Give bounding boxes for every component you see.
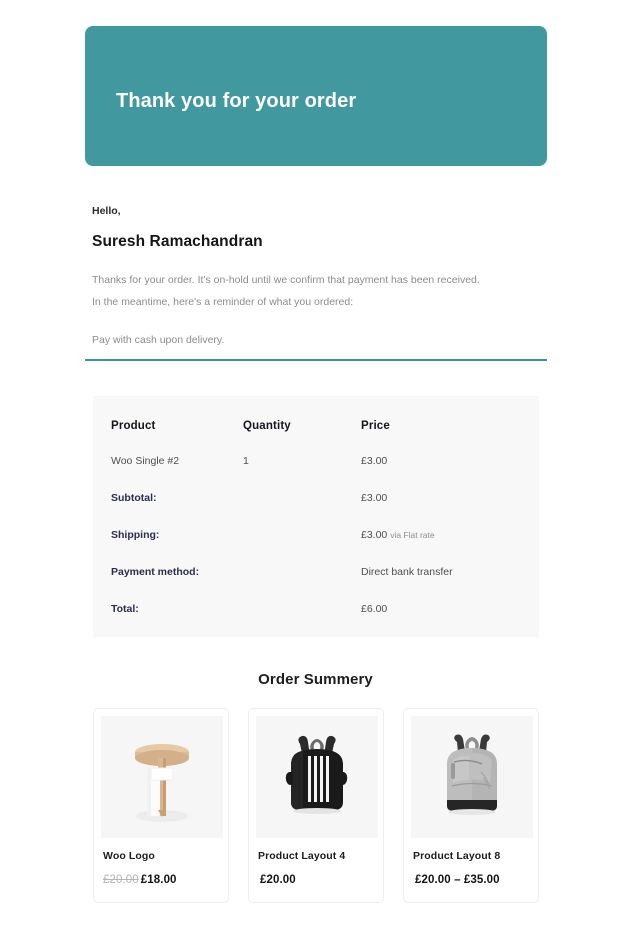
greeting-text: Hello, xyxy=(92,205,121,217)
shipping-spacer xyxy=(243,516,361,553)
customer-name: Suresh Ramachandran xyxy=(92,232,263,250)
table-row xyxy=(93,590,539,627)
order-details-panel xyxy=(93,396,539,637)
order-table xyxy=(93,410,539,627)
product-price xyxy=(103,873,219,888)
shipping-method-note: via Flat rate xyxy=(390,529,435,540)
intro-section xyxy=(92,204,547,350)
shipping-value: £3.00 xyxy=(361,528,388,541)
product-card[interactable] xyxy=(403,708,539,903)
table-row xyxy=(93,553,539,590)
page-title: Thank you for your order xyxy=(116,90,357,112)
product-price xyxy=(413,873,529,888)
payment-method-value: Direct bank transfer xyxy=(361,565,453,578)
product-image-wooden-side-table[interactable] xyxy=(101,716,223,838)
product-image-black-striped-backpack[interactable] xyxy=(256,716,378,838)
total-label: Total: xyxy=(111,602,139,615)
product-price xyxy=(258,873,374,888)
subtotal-spacer xyxy=(243,479,361,516)
product-price-current: £20.00 – £35.00 xyxy=(415,873,500,886)
product-card[interactable] xyxy=(93,708,229,903)
line-item-quantity: 1 xyxy=(243,454,249,467)
product-price-current: £18.00 xyxy=(140,873,177,886)
column-header-price: Price xyxy=(361,420,390,432)
email-header-banner xyxy=(85,26,547,166)
black-striped-backpack-icon xyxy=(256,716,378,838)
section-divider xyxy=(85,359,547,361)
product-name: Product Layout 4 xyxy=(258,850,346,862)
product-card[interactable] xyxy=(248,708,384,903)
product-name: Woo Logo xyxy=(103,850,155,862)
column-header-product: Product xyxy=(111,420,156,432)
order-table-head xyxy=(93,410,539,442)
shipping-value-cell xyxy=(361,516,539,553)
total-value: £6.00 xyxy=(361,602,388,615)
subtotal-label: Subtotal: xyxy=(111,491,157,504)
product-image-grey-backpack[interactable] xyxy=(411,716,533,838)
payment-method-label: Payment method: xyxy=(111,565,200,578)
product-price-original: £20.00 xyxy=(103,873,139,886)
payment-method-spacer xyxy=(243,553,361,590)
wooden-side-table-icon xyxy=(101,716,223,838)
order-status-line-1: Thanks for your order. It's on-hold until we confirm that payment has been received. xyxy=(92,273,480,286)
line-item-price: £3.00 xyxy=(361,454,388,467)
payment-instruction: Pay with cash upon delivery. xyxy=(92,333,225,346)
table-header-row xyxy=(93,410,539,442)
product-card-body xyxy=(411,838,531,902)
table-row xyxy=(93,479,539,516)
total-spacer xyxy=(243,590,361,627)
product-name: Product Layout 8 xyxy=(413,850,501,862)
product-card-body xyxy=(101,838,221,902)
table-row xyxy=(93,442,539,479)
subtotal-value: £3.00 xyxy=(361,491,388,504)
order-table-body xyxy=(93,442,539,627)
table-row xyxy=(93,516,539,553)
order-status-line-2: In the meantime, here's a reminder of what you ordered: xyxy=(92,296,354,309)
shipping-label: Shipping: xyxy=(111,528,160,541)
column-header-quantity: Quantity xyxy=(243,420,291,432)
line-item-name: Woo Single #2 xyxy=(111,454,180,467)
product-card-list xyxy=(93,708,539,903)
grey-backpack-icon xyxy=(411,716,533,838)
product-price-current: £20.00 xyxy=(260,873,296,886)
product-card-body xyxy=(256,838,376,902)
order-summary-heading: Order Summery xyxy=(258,671,373,688)
